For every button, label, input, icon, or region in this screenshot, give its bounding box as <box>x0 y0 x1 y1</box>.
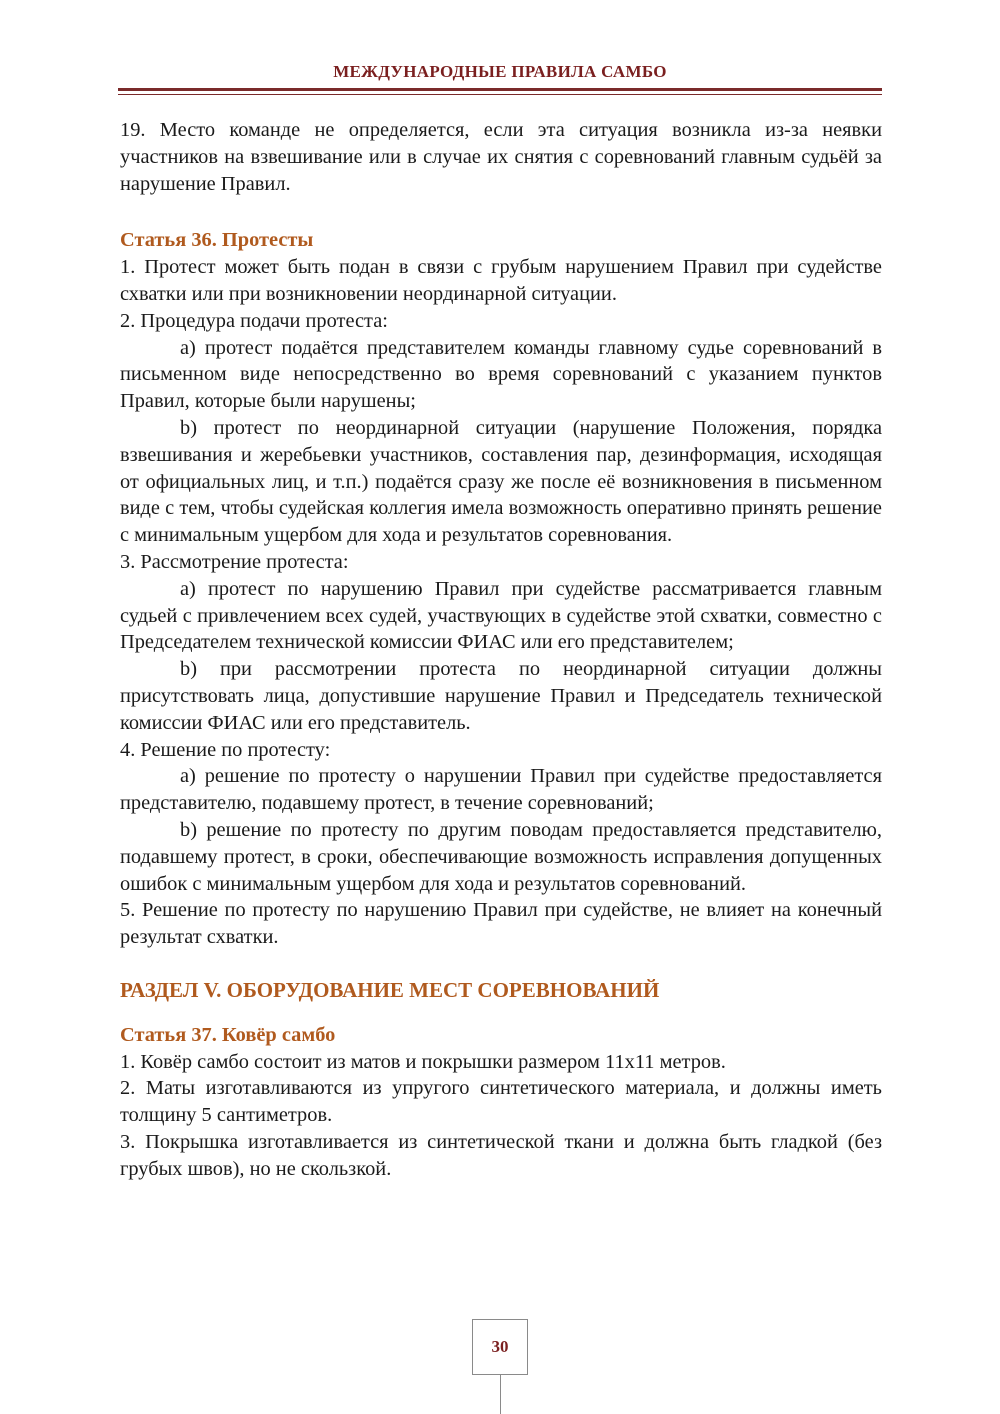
page-number: 30 <box>472 1319 528 1375</box>
header-rule-thin <box>118 94 882 95</box>
article-36-item-1: 1. Протест может быть подан в связи с грубым нарушением Правил при судействе схватки или при возникновении неординарной ситуации. <box>120 256 882 305</box>
header-rule-thick <box>118 88 882 91</box>
article-36-heading: Статья 36. Протесты <box>120 229 314 252</box>
article-36-item-4b: b) решение по протесту по другим поводам предоставляется представителю, подавшему протест, в сроки, обеспечивающие возможность исправления допущенных ошибок с минимальным ущербом для хода и результатов соревнований. <box>120 818 882 895</box>
article-36-item-4a: a) решение по протесту о нарушении Правил при судействе предоставляется представителю, подавшему протест, в течение соревнований; <box>120 765 882 815</box>
article-36-item-2a: a) протест подаётся представителем команды главному судье соревнований в письменном виде непосредственно во время соревнований с указанием пунктов Правил, которые были нарушены; <box>120 336 882 413</box>
article-36-item-4: 4. Решение по протесту: <box>120 738 331 761</box>
article-36-item-3b: b) при рассмотрении протеста по неординарной ситуации должны присутствовать лица, допустившие нарушение Правил и Председатель технической комиссии ФИАС или его представитель. <box>120 658 882 734</box>
page-content <box>120 117 882 1182</box>
article-37-heading: Статья 37. Ковёр самбо <box>120 1023 336 1046</box>
article-37-item-3: 3. Покрышка изготавливается из синтетической ткани и должна быть гладкой (без грубых швов), но не скользкой. <box>120 1130 882 1180</box>
article-36-item-3: 3. Рассмотрение протеста: <box>120 550 349 573</box>
article-36-item-2b: b) протест по неординарной ситуации (нарушение Положения, порядка взвешивания и жеребьевки участников, составления пар, дезинформация, исходящая от официальных лиц, и т.п.) подаётся сразу же после её возникновения в письменном виде с тем, чтобы судейская коллегия имела возможность оперативно принять решение с минимальным ущербом для хода и результатов соревнования. <box>120 416 882 547</box>
article-37-item-1: 1. Ковёр самбо состоит из матов и покрышки размером 11x11 метров. <box>120 1050 726 1073</box>
page-number-stem <box>500 1375 501 1414</box>
article-36-item-3a: a) протест по нарушению Правил при судействе рассматривается главным судьей с привлечением всех судей, участвующих в судействе этой схватки, совместно с Председателем технической комиссии ФИАС или его представителем; <box>120 577 882 654</box>
article-36-item-2: 2. Процедура подачи протеста: <box>120 309 388 332</box>
paragraph-19: 19. Место команде не определяется, если эта ситуация возникла из-за неявки участников на взвешивание или в случае их снятия с соревнований главным судьёй за нарушение Правил. <box>120 119 882 195</box>
article-37-item-2: 2. Маты изготавливаются из упругого синтетического материала, и должны иметь толщину 5 сантиметров. <box>120 1077 882 1127</box>
running-header: МЕЖДУНАРОДНЫЕ ПРАВИЛА САМБО <box>333 62 667 81</box>
section-5-heading: РАЗДЕЛ V. ОБОРУДОВАНИЕ МЕСТ СОРЕВНОВАНИЙ <box>120 977 660 1002</box>
article-36-item-5: 5. Решение по протесту по нарушению Правил при судействе, не влияет на конечный результат схватки. <box>120 899 882 949</box>
